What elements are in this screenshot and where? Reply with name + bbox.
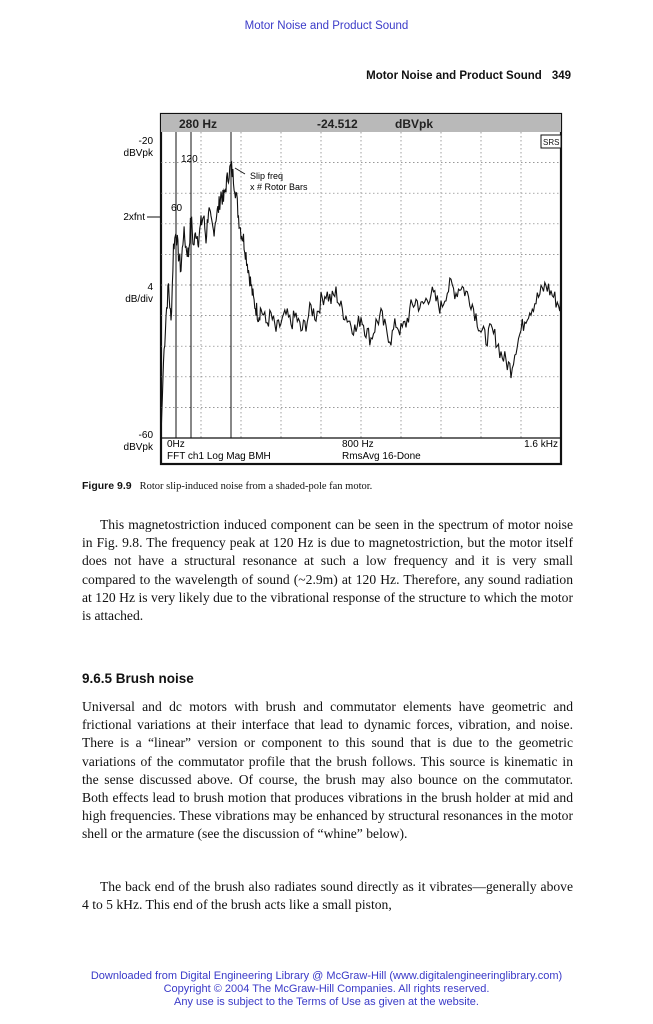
section-heading: 9.6.5 Brush noise	[82, 671, 194, 686]
figure-label: Figure 9.9	[82, 480, 132, 492]
footer-download-link[interactable]: Downloaded from Digital Engineering Library @ McGraw-Hill (www.digitalengineeringlibrary.com)	[90, 970, 563, 982]
x-tick-label-2: 1.6 kHz	[524, 439, 558, 450]
top-banner: Motor Noise and Product Sound	[244, 20, 409, 32]
readout-freq: 280 Hz	[179, 117, 218, 131]
x-tick-label-1: 800 Hz	[342, 439, 374, 450]
annotation-slip-freq: Slip freq	[250, 171, 284, 181]
readout-level: -24.512	[317, 117, 358, 131]
x-tick-label-0: 0Hz	[167, 439, 185, 450]
y-bottom-unit: dBVpk	[123, 442, 153, 453]
status-right: RmsAvg 16-Done	[342, 451, 421, 462]
readout-bar	[161, 114, 561, 132]
footer-copyright: Copyright © 2004 The McGraw-Hill Companies. All rights reserved.	[163, 983, 490, 995]
footer-terms: Any use is subject to the Terms of Use as given at the website.	[174, 996, 479, 1008]
side-annotation-2xfnt: 2xfnt	[123, 212, 145, 223]
figure-9-9	[95, 108, 570, 470]
srs-badge-text: SRS	[543, 138, 560, 147]
paragraph-magnetostriction: This magnetostriction induced component can be seen in the spectrum of motor noise in Fig. 9.8. The frequency peak at 120 Hz is due to magnetostriction, but the motor itself does not have a structural resonance at such a low frequency and it is very small compared to the wavelength of sound (~2.9m) at 120 Hz. Therefore, any sound radiation at 120 Hz is very likely due to the vibrational response of the structure to which the motor is attached.	[82, 517, 573, 624]
footer	[0, 970, 653, 1009]
y-mid-value: 4	[147, 282, 153, 293]
paragraph-brush-back-end: The back end of the brush also radiates sound directly as it vibrates—generally above 4 to 5 kHz. This end of the brush acts like a small piston,	[82, 879, 573, 913]
y-bottom-value: -60	[138, 430, 153, 441]
status-left: FFT ch1 Log Mag BMH	[167, 451, 271, 462]
figure-caption-text: Rotor slip-induced noise from a shaded-pole fan motor.	[139, 481, 373, 492]
y-top-unit: dBVpk	[123, 148, 153, 159]
spectrum-chart	[95, 108, 570, 470]
annotation-120: 120	[181, 154, 198, 165]
y-top-value: -20	[138, 136, 153, 147]
y-mid-unit: dB/div	[125, 294, 153, 305]
readout-units: dBVpk	[395, 117, 434, 131]
running-title: Motor Noise and Product Sound	[366, 70, 542, 82]
page-number: 349	[551, 70, 571, 82]
running-head	[356, 70, 571, 82]
annotation-rotor-bars: x # Rotor Bars	[250, 182, 308, 192]
paragraph-brush-noise: Universal and dc motors with brush and commutator elements have geometric and frictional variations at their interface that lead to dynamic forces, vibration, and noise. There is a “linear” version or component to this sound that is due to the geometric variations of the commutator profile that the brush follows. This source is kinematic in the sense discussed above. Of course, the brush may also bounce on the commutator. Both effects lead to brush motion that produces vibrations in the brush holder at mid and high frequencies. These vibrations may be enhanced by structural resonances in the motor shell or the armature (see the discussion of “whine” below).	[82, 699, 573, 842]
figure-caption	[82, 480, 572, 492]
annotation-60: 60	[171, 203, 183, 214]
